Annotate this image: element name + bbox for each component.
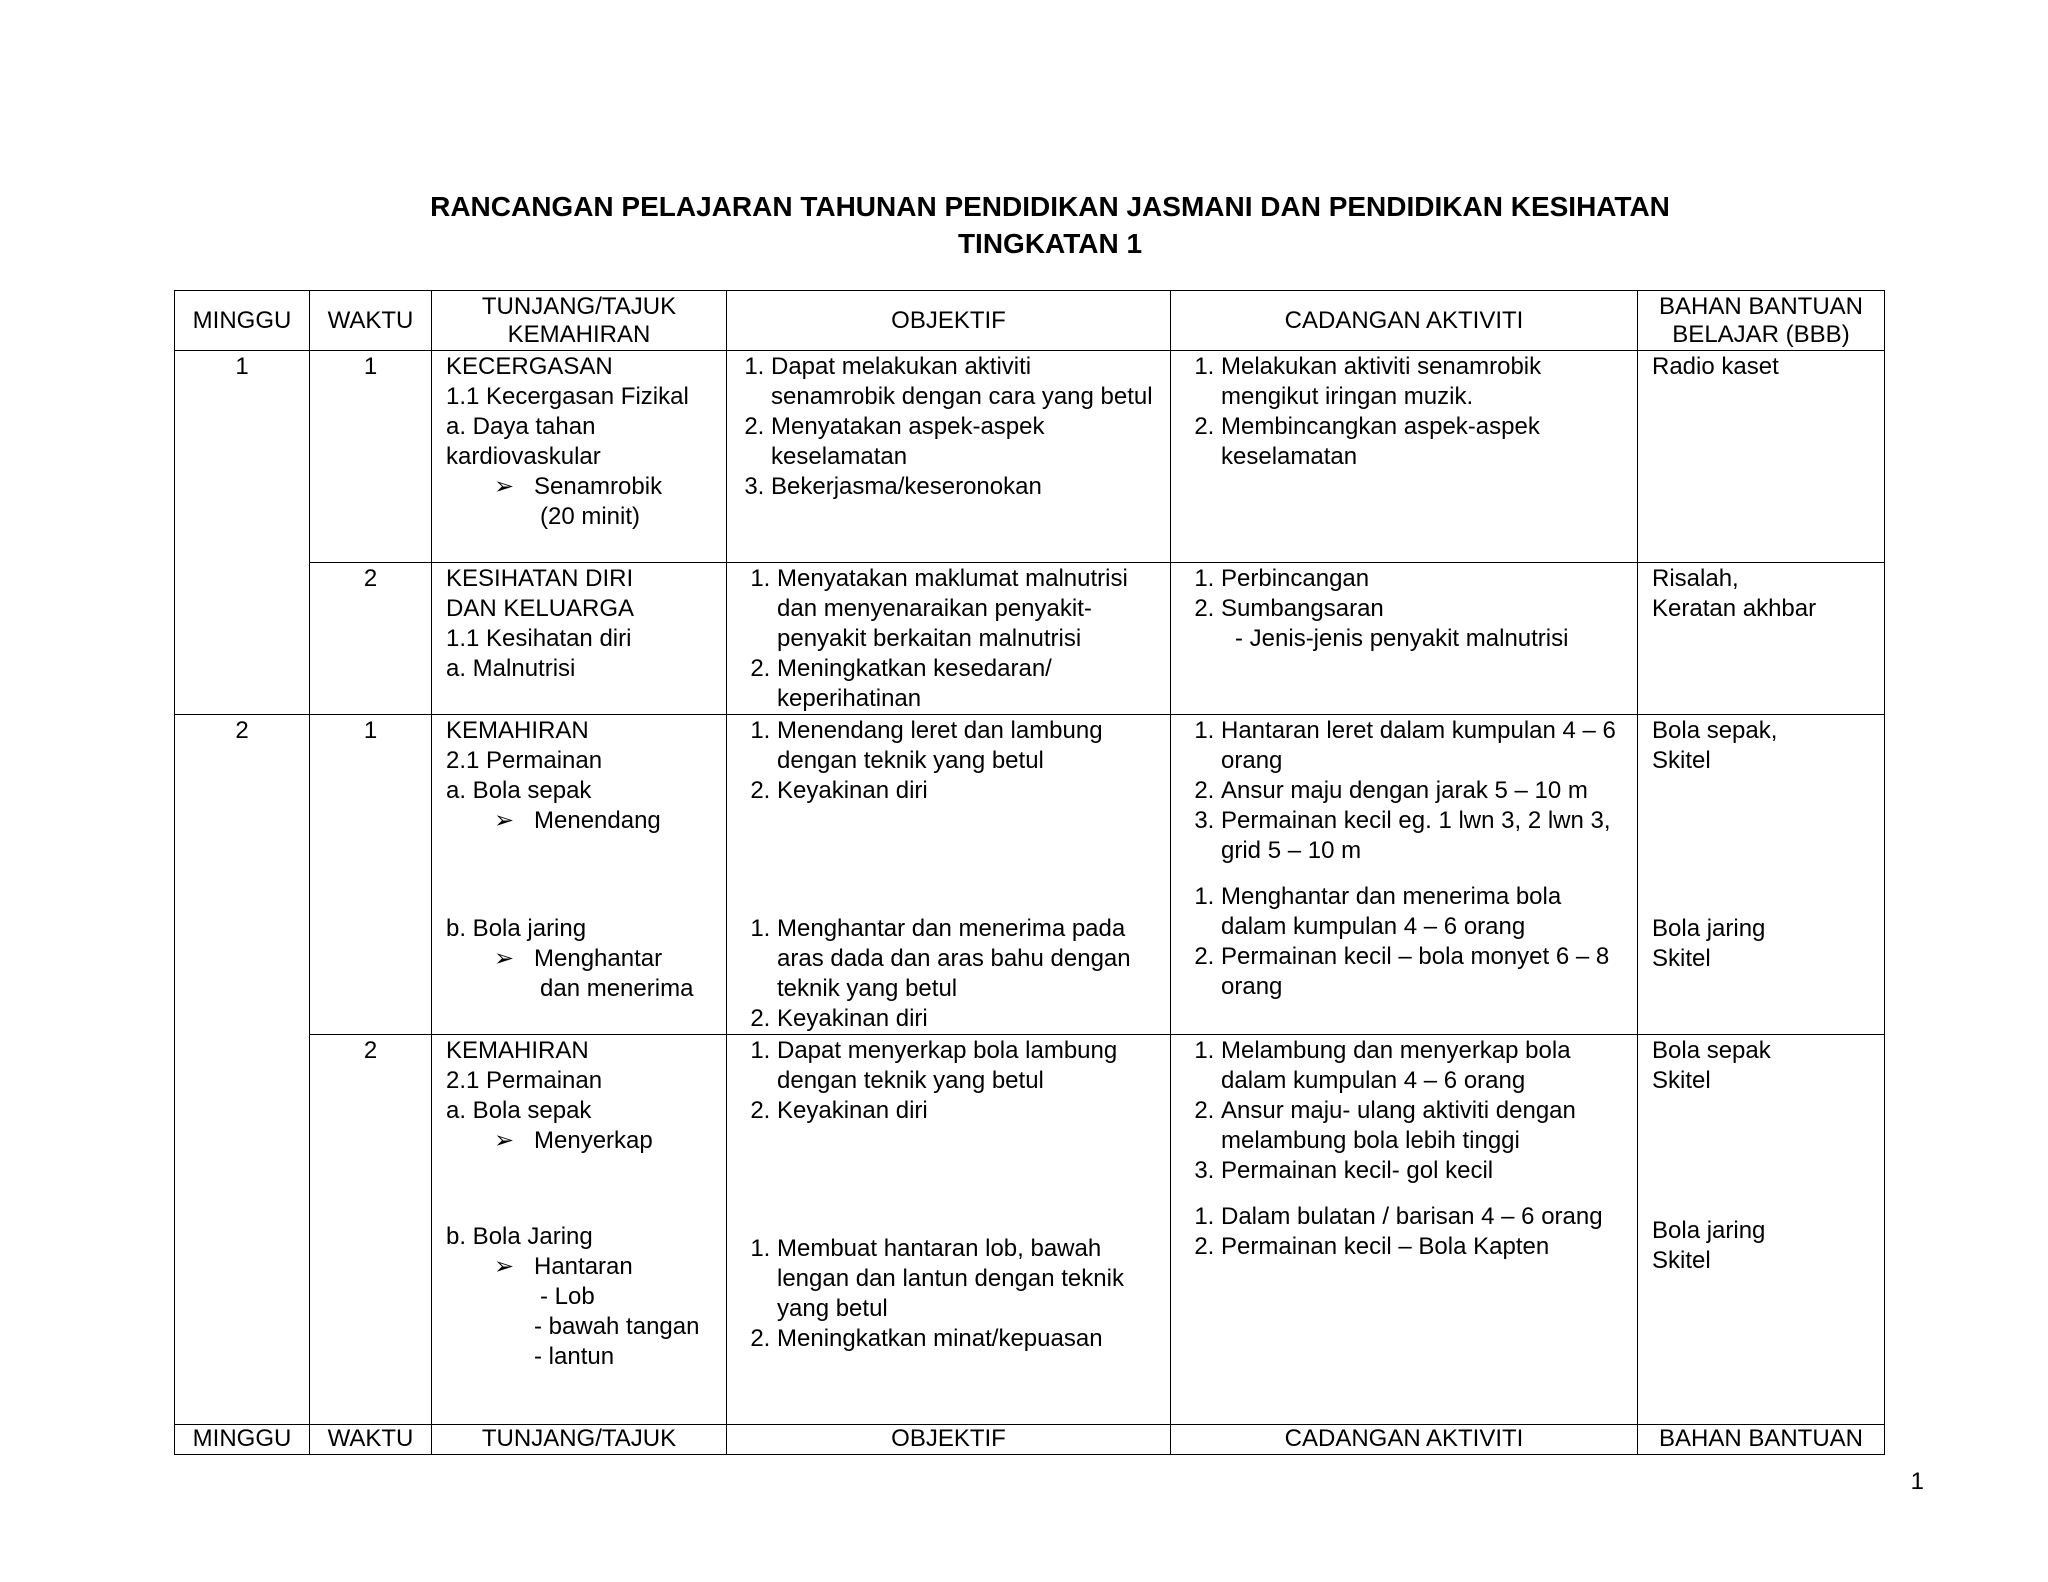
objektif-item: 2. Menyatakan aspek-aspek keselamatan bbox=[771, 412, 1156, 472]
arrow-bullet-icon: ➢ bbox=[494, 1127, 515, 1154]
tunjang-line: DAN KELUARGA bbox=[446, 595, 635, 622]
aktiviti-item: 2. Ansur maju dengan jarak 5 – 10 m bbox=[1221, 776, 1623, 806]
cell-waktu: 1 bbox=[310, 351, 432, 563]
cell-minggu: 1 bbox=[175, 351, 310, 715]
aktiviti-item: 2. Ansur maju- ulang aktiviti dengan melambung bola lebih tinggi bbox=[1221, 1096, 1623, 1156]
tunjang-line: - Lob bbox=[540, 1283, 595, 1310]
footer-objektif: OBJEKTIF bbox=[727, 1425, 1171, 1455]
bbb-line: Skitel bbox=[1652, 1067, 1711, 1094]
header-aktiviti: CADANGAN AKTIVITI bbox=[1171, 291, 1638, 351]
header-tunjang: TUNJANG/TAJUK KEMAHIRAN bbox=[432, 291, 727, 351]
cell-tunjang bbox=[432, 563, 727, 715]
cell-bbb bbox=[1638, 351, 1885, 563]
header-bbb: BAHAN BANTUAN BELAJAR (BBB) bbox=[1638, 291, 1885, 351]
tunjang-arrow-item: Senamrobik bbox=[534, 473, 663, 500]
footer-bbb: BAHAN BANTUAN bbox=[1638, 1425, 1885, 1455]
objektif-item: 2. Keyakinan diri bbox=[777, 1004, 1156, 1034]
cell-tunjang bbox=[432, 715, 727, 1035]
cell-bbb bbox=[1638, 715, 1885, 1035]
lesson-plan-table bbox=[174, 290, 1885, 1455]
tunjang-arrow-item: Menyerkap bbox=[534, 1127, 653, 1154]
aktiviti-item: 3. Permainan kecil eg. 1 lwn 3, 2 lwn 3, grid 5 – 10 m bbox=[1221, 806, 1623, 866]
tunjang-line: - bawah tangan bbox=[534, 1313, 700, 1340]
objektif-item: 2. Keyakinan diri bbox=[777, 1096, 1156, 1126]
aktiviti-item: 2. Permainan kecil – Bola Kapten bbox=[1221, 1232, 1623, 1262]
cell-objektif bbox=[727, 715, 1171, 1035]
cell-minggu: 2 bbox=[175, 715, 310, 1425]
cell-aktiviti bbox=[1171, 715, 1638, 1035]
tunjang-line: b. Bola jaring bbox=[446, 915, 587, 942]
tunjang-line: b. Bola Jaring bbox=[446, 1223, 593, 1250]
cell-waktu: 1 bbox=[310, 715, 432, 1035]
bbb-line: Skitel bbox=[1652, 945, 1711, 972]
header-objektif: OBJEKTIF bbox=[727, 291, 1171, 351]
aktiviti-item: 1. Perbincangan bbox=[1221, 564, 1623, 594]
table-row bbox=[175, 563, 1885, 715]
page-title bbox=[0, 188, 2048, 262]
tunjang-line: 1.1 Kecergasan Fizikal bbox=[446, 383, 689, 410]
title-line-1: RANCANGAN PELAJARAN TAHUNAN PENDIDIKAN JASMANI DAN PENDIDIKAN KESIHATAN bbox=[430, 191, 1670, 222]
tunjang-line: 1.1 Kesihatan diri bbox=[446, 625, 632, 652]
footer-aktiviti: CADANGAN AKTIVITI bbox=[1171, 1425, 1638, 1455]
objektif-item: 2. Meningkatkan minat/kepuasan bbox=[777, 1324, 1156, 1354]
cell-tunjang bbox=[432, 1035, 727, 1425]
tunjang-line: a. Daya tahan bbox=[446, 413, 596, 440]
objektif-item: 3. Bekerjasma/keseronokan bbox=[771, 472, 1156, 502]
bbb-line: Bola sepak, bbox=[1652, 717, 1778, 744]
objektif-item: 1. Menghantar dan menerima pada aras dada dan aras bahu dengan teknik yang betul bbox=[777, 914, 1156, 1004]
arrow-bullet-icon: ➢ bbox=[494, 807, 515, 834]
tunjang-line: kardiovaskular bbox=[446, 443, 601, 470]
arrow-bullet-icon: ➢ bbox=[494, 945, 515, 972]
footer-minggu: MINGGU bbox=[175, 1425, 310, 1455]
cell-aktiviti bbox=[1171, 351, 1638, 563]
cell-aktiviti bbox=[1171, 1035, 1638, 1425]
cell-objektif bbox=[727, 563, 1171, 715]
tunjang-line: a. Bola sepak bbox=[446, 777, 592, 804]
tunjang-line: dan menerima bbox=[540, 975, 694, 1002]
table-row bbox=[175, 715, 1885, 1035]
tunjang-line: a. Malnutrisi bbox=[446, 655, 576, 682]
aktiviti-item: 1. Melambung dan menyerkap bola dalam kumpulan 4 – 6 orang bbox=[1221, 1036, 1623, 1096]
table-row bbox=[175, 1035, 1885, 1425]
tunjang-line: 2.1 Permainan bbox=[446, 747, 603, 774]
header-minggu: MINGGU bbox=[175, 291, 310, 351]
tunjang-line: - lantun bbox=[534, 1343, 615, 1370]
header-row bbox=[175, 291, 1885, 351]
aktiviti-item: 1. Melakukan aktiviti senamrobik mengikut iringan muzik. bbox=[1221, 352, 1623, 412]
tunjang-arrow-item: Menghantar bbox=[534, 945, 663, 972]
bbb-line: Radio kaset bbox=[1652, 353, 1779, 380]
bbb-line: Bola sepak bbox=[1652, 1037, 1771, 1064]
objektif-item: 2. Meningkatkan kesedaran/ keperihatinan bbox=[777, 654, 1156, 714]
tunjang-line: KECERGASAN bbox=[446, 353, 613, 380]
objektif-item: 1. Menendang leret dan lambung dengan teknik yang betul bbox=[777, 716, 1156, 776]
bbb-line: Skitel bbox=[1652, 1247, 1711, 1274]
cell-waktu: 2 bbox=[310, 563, 432, 715]
cell-bbb bbox=[1638, 1035, 1885, 1425]
footer-tunjang: TUNJANG/TAJUK bbox=[432, 1425, 727, 1455]
cell-objektif bbox=[727, 351, 1171, 563]
bbb-line: Bola jaring bbox=[1652, 1217, 1766, 1244]
title-line-2: TINGKATAN 1 bbox=[957, 228, 1143, 259]
tunjang-line: KEMAHIRAN bbox=[446, 717, 589, 744]
aktiviti-item: 2. Sumbangsaran bbox=[1221, 594, 1623, 624]
aktiviti-item: 2. Membincangkan aspek-aspek keselamatan bbox=[1221, 412, 1623, 472]
bbb-line: Keratan akhbar bbox=[1652, 595, 1817, 622]
tunjang-line: 2.1 Permainan bbox=[446, 1067, 603, 1094]
aktiviti-sub: - Jenis-jenis penyakit malnutrisi bbox=[1235, 625, 1569, 652]
cell-waktu: 2 bbox=[310, 1035, 432, 1425]
tunjang-line: a. Bola sepak bbox=[446, 1097, 592, 1124]
page-number: 1 bbox=[1910, 1468, 1924, 1495]
header-waktu: WAKTU bbox=[310, 291, 432, 351]
aktiviti-item: 1. Dalam bulatan / barisan 4 – 6 orang bbox=[1221, 1202, 1623, 1232]
objektif-item: 1. Membuat hantaran lob, bawah lengan dan lantun dengan teknik yang betul bbox=[777, 1234, 1156, 1324]
tunjang-line: KEMAHIRAN bbox=[446, 1037, 589, 1064]
tunjang-arrow-item: Hantaran bbox=[534, 1253, 633, 1280]
cell-aktiviti bbox=[1171, 563, 1638, 715]
arrow-bullet-icon: ➢ bbox=[494, 1253, 515, 1280]
cell-objektif bbox=[727, 1035, 1171, 1425]
objektif-item: 1. Dapat melakukan aktiviti senamrobik dengan cara yang betul bbox=[771, 352, 1156, 412]
tunjang-line: KESIHATAN DIRI bbox=[446, 565, 634, 592]
tunjang-arrow-item: Menendang bbox=[534, 807, 661, 834]
objektif-item: 2. Keyakinan diri bbox=[777, 776, 1156, 806]
footer-header-row bbox=[175, 1425, 1885, 1455]
tunjang-line: (20 minit) bbox=[540, 503, 641, 530]
table-row bbox=[175, 351, 1885, 563]
footer-waktu: WAKTU bbox=[310, 1425, 432, 1455]
objektif-item: 1. Dapat menyerkap bola lambung dengan teknik yang betul bbox=[777, 1036, 1156, 1096]
bbb-line: Bola jaring bbox=[1652, 915, 1766, 942]
aktiviti-item: 1. Hantaran leret dalam kumpulan 4 – 6 orang bbox=[1221, 716, 1623, 776]
arrow-bullet-icon: ➢ bbox=[494, 473, 515, 500]
aktiviti-item: 2. Permainan kecil – bola monyet 6 – 8 orang bbox=[1221, 942, 1623, 1002]
cell-tunjang bbox=[432, 351, 727, 563]
objektif-item: 1. Menyatakan maklumat malnutrisi dan menyenaraikan penyakit-penyakit berkaitan malnutrisi bbox=[777, 564, 1156, 654]
bbb-line: Skitel bbox=[1652, 747, 1711, 774]
cell-bbb bbox=[1638, 563, 1885, 715]
aktiviti-item: 3. Permainan kecil- gol kecil bbox=[1221, 1156, 1623, 1186]
aktiviti-item: 1. Menghantar dan menerima bola dalam kumpulan 4 – 6 orang bbox=[1221, 882, 1623, 942]
bbb-line: Risalah, bbox=[1652, 565, 1739, 592]
